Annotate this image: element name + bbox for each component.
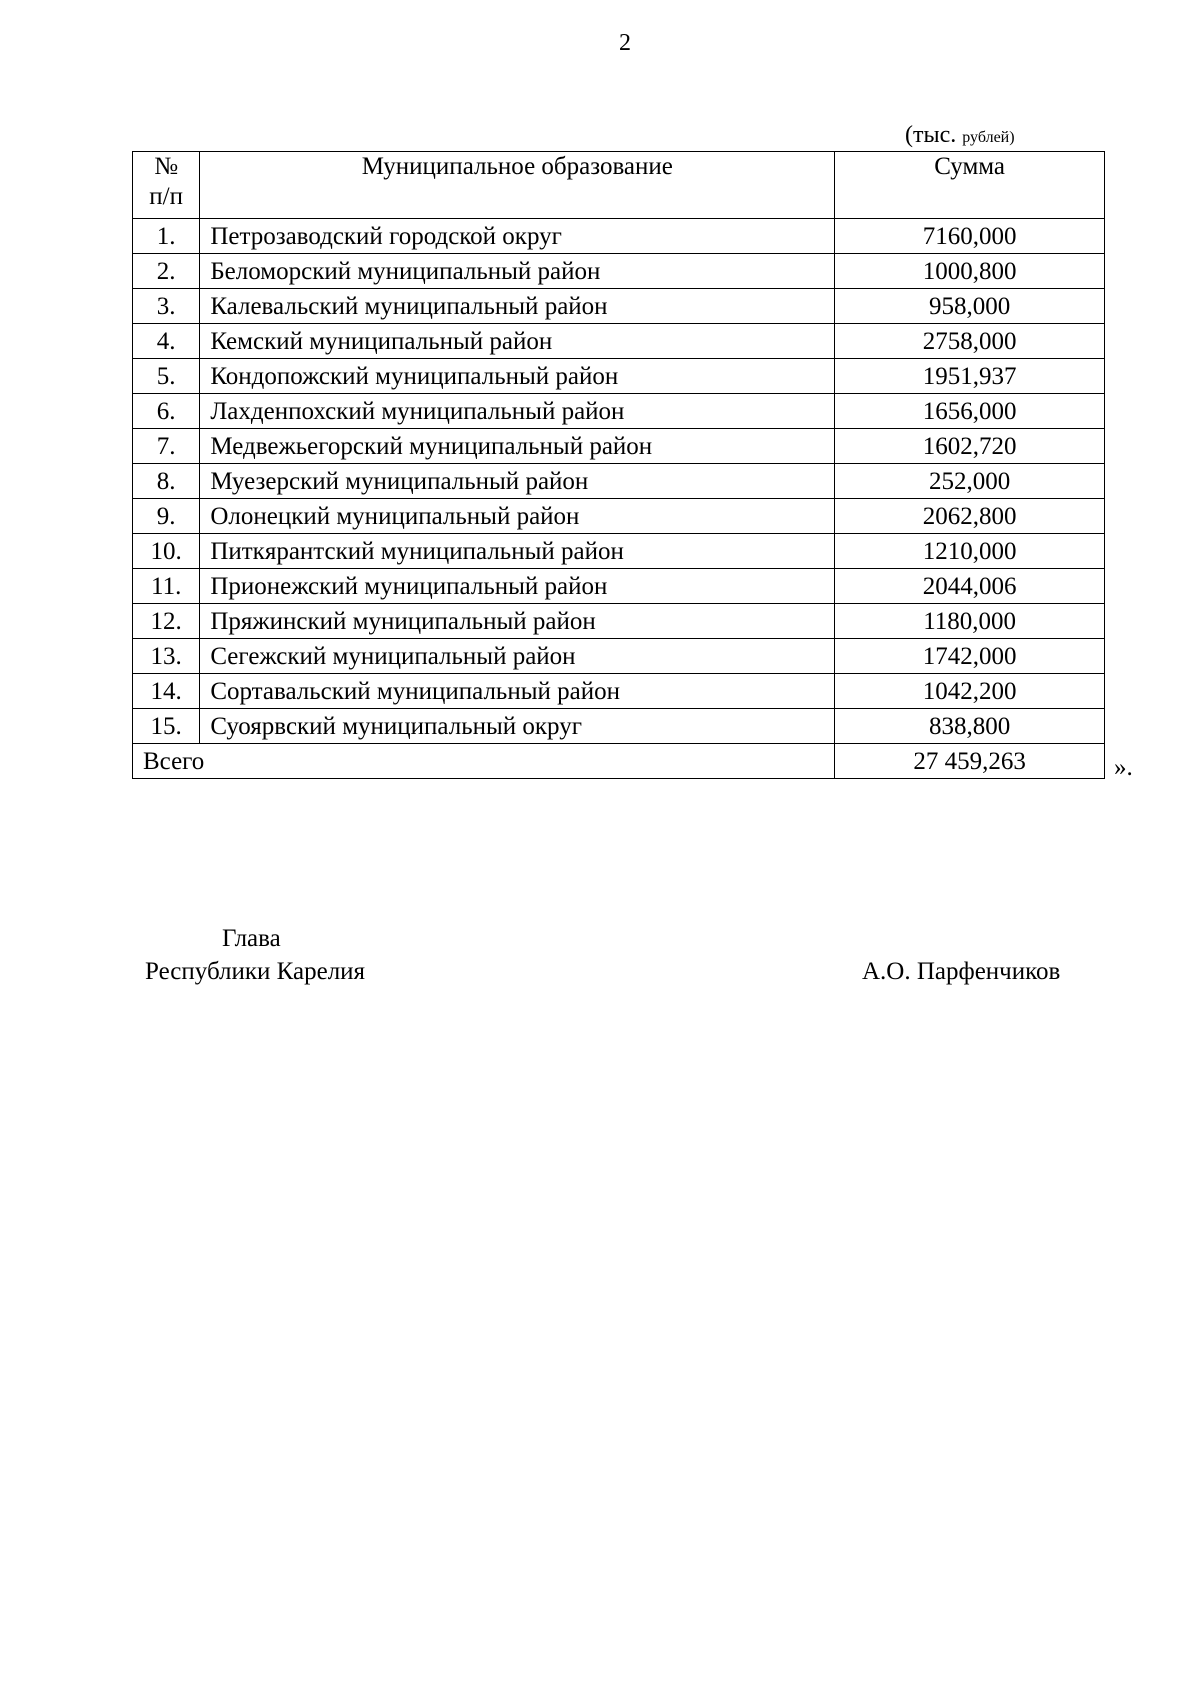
total-label: Всего — [133, 744, 835, 779]
table-row — [133, 254, 1105, 289]
row-num: 6. — [133, 394, 200, 429]
row-name: Петрозаводский городской округ — [200, 219, 835, 254]
table-row — [133, 219, 1105, 254]
row-name: Пряжинский муниципальный район — [200, 604, 835, 639]
page-number: 2 — [619, 30, 631, 56]
table-row — [133, 394, 1105, 429]
signature-title: Глава — [222, 925, 281, 952]
row-sum: 838,800 — [835, 709, 1105, 744]
table-row — [133, 569, 1105, 604]
row-sum: 1000,800 — [835, 254, 1105, 289]
row-sum: 1602,720 — [835, 429, 1105, 464]
row-num: 12. — [133, 604, 200, 639]
table-header-row — [133, 152, 1105, 219]
row-num: 8. — [133, 464, 200, 499]
row-num: 1. — [133, 219, 200, 254]
row-num: 2. — [133, 254, 200, 289]
row-name: Суоярвский муниципальный округ — [200, 709, 835, 744]
row-num: 9. — [133, 499, 200, 534]
table-row — [133, 429, 1105, 464]
row-name: Медвежьегорский муниципальный район — [200, 429, 835, 464]
units-label — [905, 122, 1015, 149]
row-sum: 1742,000 — [835, 639, 1105, 674]
row-name: Муезерский муниципальный район — [200, 464, 835, 499]
table-row — [133, 324, 1105, 359]
row-sum: 1951,937 — [835, 359, 1105, 394]
table-row — [133, 499, 1105, 534]
row-sum: 7160,000 — [835, 219, 1105, 254]
row-name: Сортавальский муниципальный район — [200, 674, 835, 709]
row-sum: 2044,006 — [835, 569, 1105, 604]
row-name: Кондопожский муниципальный район — [200, 359, 835, 394]
row-name: Лахденпохский муниципальный район — [200, 394, 835, 429]
budget-table — [132, 151, 1105, 779]
signature-name: А.О. Парфенчиков — [862, 958, 1061, 985]
row-num: 7. — [133, 429, 200, 464]
row-num: 11. — [133, 569, 200, 604]
row-sum: 1180,000 — [835, 604, 1105, 639]
units-label-main: (тыс. — [905, 122, 957, 148]
header-num — [133, 152, 200, 219]
table-row — [133, 289, 1105, 324]
total-sum: 27 459,263 — [835, 744, 1105, 779]
row-sum: 958,000 — [835, 289, 1105, 324]
row-name: Калевальский муниципальный район — [200, 289, 835, 324]
table-row — [133, 604, 1105, 639]
table-body — [133, 219, 1105, 744]
signature-org: Республики Карелия — [145, 958, 366, 985]
row-name: Беломорский муниципальный район — [200, 254, 835, 289]
row-num: 5. — [133, 359, 200, 394]
row-sum: 1042,200 — [835, 674, 1105, 709]
row-sum: 1210,000 — [835, 534, 1105, 569]
table-row — [133, 674, 1105, 709]
row-num: 14. — [133, 674, 200, 709]
header-name: Муниципальное образование — [200, 152, 835, 219]
row-name: Олонецкий муниципальный район — [200, 499, 835, 534]
row-name: Питкярантский муниципальный район — [200, 534, 835, 569]
row-num: 10. — [133, 534, 200, 569]
row-sum: 2758,000 — [835, 324, 1105, 359]
header-num-symbol: № — [154, 153, 179, 180]
row-num: 15. — [133, 709, 200, 744]
header-sum: Сумма — [835, 152, 1105, 219]
row-num: 13. — [133, 639, 200, 674]
table-row — [133, 534, 1105, 569]
closing-quote: ». — [1114, 754, 1133, 781]
row-name: Прионежский муниципальный район — [200, 569, 835, 604]
row-name: Сегежский муниципальный район — [200, 639, 835, 674]
table-row — [133, 464, 1105, 499]
row-sum: 1656,000 — [835, 394, 1105, 429]
row-name: Кемский муниципальный район — [200, 324, 835, 359]
units-label-small: рублей) — [962, 129, 1015, 146]
table-row — [133, 639, 1105, 674]
row-sum: 2062,800 — [835, 499, 1105, 534]
row-num: 4. — [133, 324, 200, 359]
row-num: 3. — [133, 289, 200, 324]
table-row — [133, 359, 1105, 394]
row-sum: 252,000 — [835, 464, 1105, 499]
table-row — [133, 709, 1105, 744]
header-num-abbr: п/п — [149, 183, 184, 210]
total-row — [133, 744, 1105, 779]
